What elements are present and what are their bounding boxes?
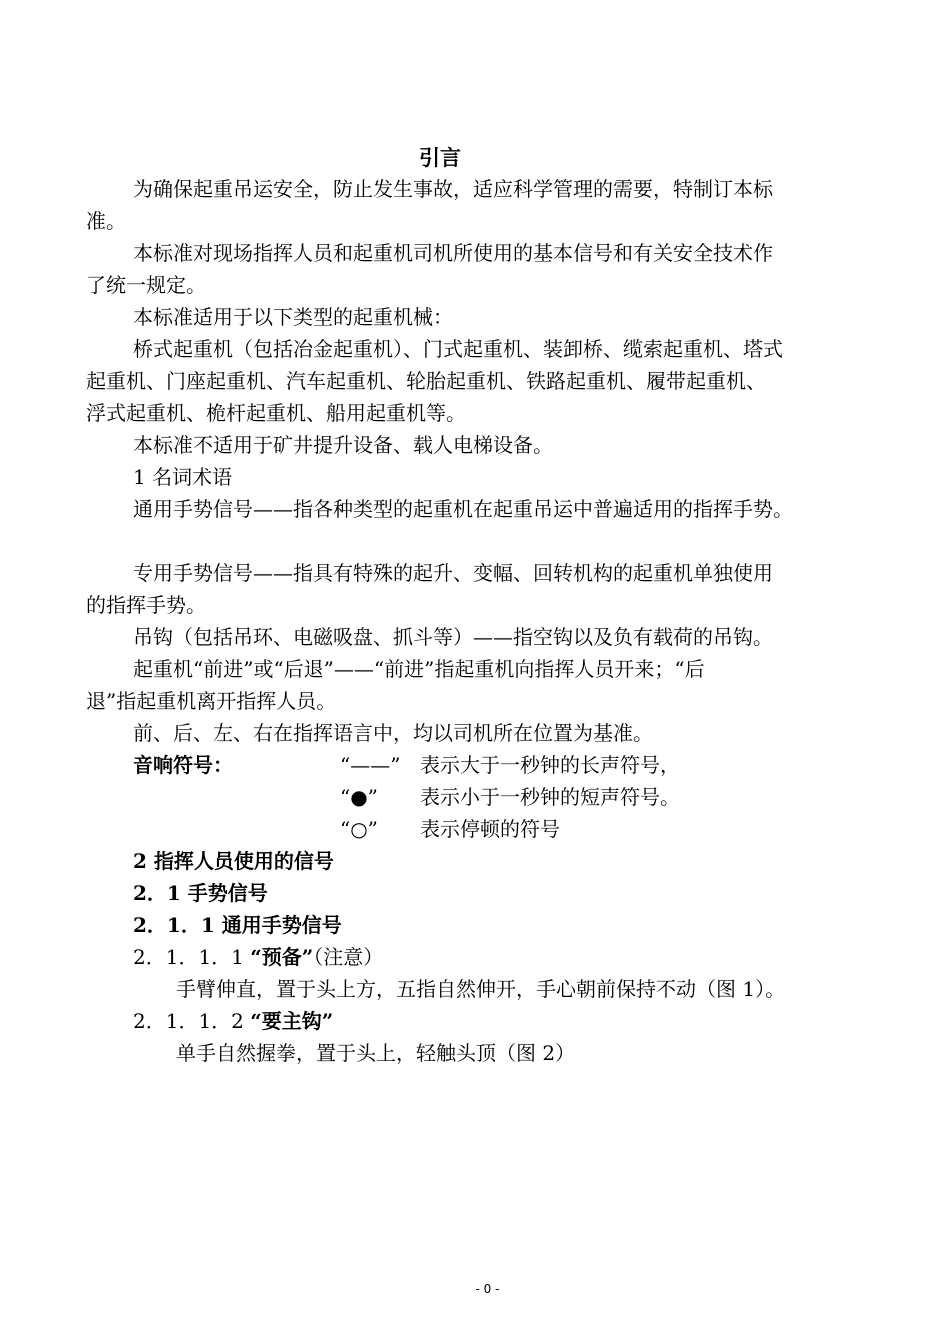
term-definition: 吊钩（包括吊环、电磁吸盘、抓斗等）——指空钩以及负有载荷的吊钩。 xyxy=(133,625,773,649)
paragraph-line: 本标准不适用于矿井提升设备、载人电梯设备。 xyxy=(133,433,553,457)
sound-symbol: “——” xyxy=(340,753,401,777)
paragraph-line: 为确保起重吊运安全，防止发生事故，适应科学管理的需要，特制订本标 xyxy=(133,177,773,201)
clause-number: 2．1．1．2 xyxy=(133,1009,244,1033)
paragraph-line: 浮式起重机、桅杆起重机、船用起重机等。 xyxy=(86,401,466,425)
sound-symbol: “●” xyxy=(340,785,378,809)
paragraph-line: 前、后、左、右在指挥语言中，均以司机所在位置为基准。 xyxy=(133,721,653,745)
section-heading: 2 指挥人员使用的信号 xyxy=(133,849,334,873)
paragraph-line: 本标准对现场指挥人员和起重机司机所使用的基本信号和有关安全技术作 xyxy=(133,241,773,265)
term-definition: 退”指起重机离开指挥人员。 xyxy=(86,689,337,713)
term-definition: 专用手势信号——指具有特殊的起升、变幅、回转机构的起重机单独使用 xyxy=(133,561,773,585)
sound-symbol-description: 表示小于一秒钟的短声符号。 xyxy=(420,785,680,809)
clause-description: 单手自然握拳，置于头上，轻触头顶（图 2） xyxy=(176,1041,576,1065)
paragraph-line: 起重机、门座起重机、汽车起重机、轮胎起重机、铁路起重机、履带起重机、 xyxy=(86,369,766,393)
sound-symbol-description: 表示停顿的符号 xyxy=(420,817,560,841)
page-title: 引言 xyxy=(419,145,461,170)
sound-symbol-description: 表示大于一秒钟的长声符号， xyxy=(420,753,680,777)
clause-number: 2．1．1．1 xyxy=(133,945,244,969)
paragraph-line: 桥式起重机（包括冶金起重机）、门式起重机、装卸桥、缆索起重机、塔式 xyxy=(133,337,783,361)
clause-item xyxy=(133,1005,333,1037)
clause-item xyxy=(133,941,383,973)
paragraph-line: 了统一规定。 xyxy=(86,273,206,297)
paragraph-line: 本标准适用于以下类型的起重机械： xyxy=(133,305,453,329)
sound-symbol: “○” xyxy=(340,817,378,841)
paragraph-line: 准。 xyxy=(86,209,126,233)
section-heading: 2．1．1 通用手势信号 xyxy=(133,913,342,937)
section-heading: 1 名词术语 xyxy=(133,465,233,489)
clause-name: “预备” xyxy=(250,945,314,969)
section-heading: 2．1 手势信号 xyxy=(133,881,268,905)
term-definition: 起重机“前进”或“后退”——“前进”指起重机向指挥人员开来；“后 xyxy=(133,657,705,681)
sound-symbols-label: 音响符号： xyxy=(133,753,233,777)
clause-name: “要主钩” xyxy=(250,1009,334,1033)
clause-note: （注意） xyxy=(313,945,384,969)
clause-description: 手臂伸直，置于头上方，五指自然伸开，手心朝前保持不动（图 1）。 xyxy=(176,977,786,1001)
page-number: - 0 - xyxy=(475,1282,500,1296)
term-definition: 的指挥手势。 xyxy=(86,593,206,617)
term-definition: 通用手势信号——指各种类型的起重机在起重吊运中普遍适用的指挥手势。 xyxy=(133,497,793,521)
